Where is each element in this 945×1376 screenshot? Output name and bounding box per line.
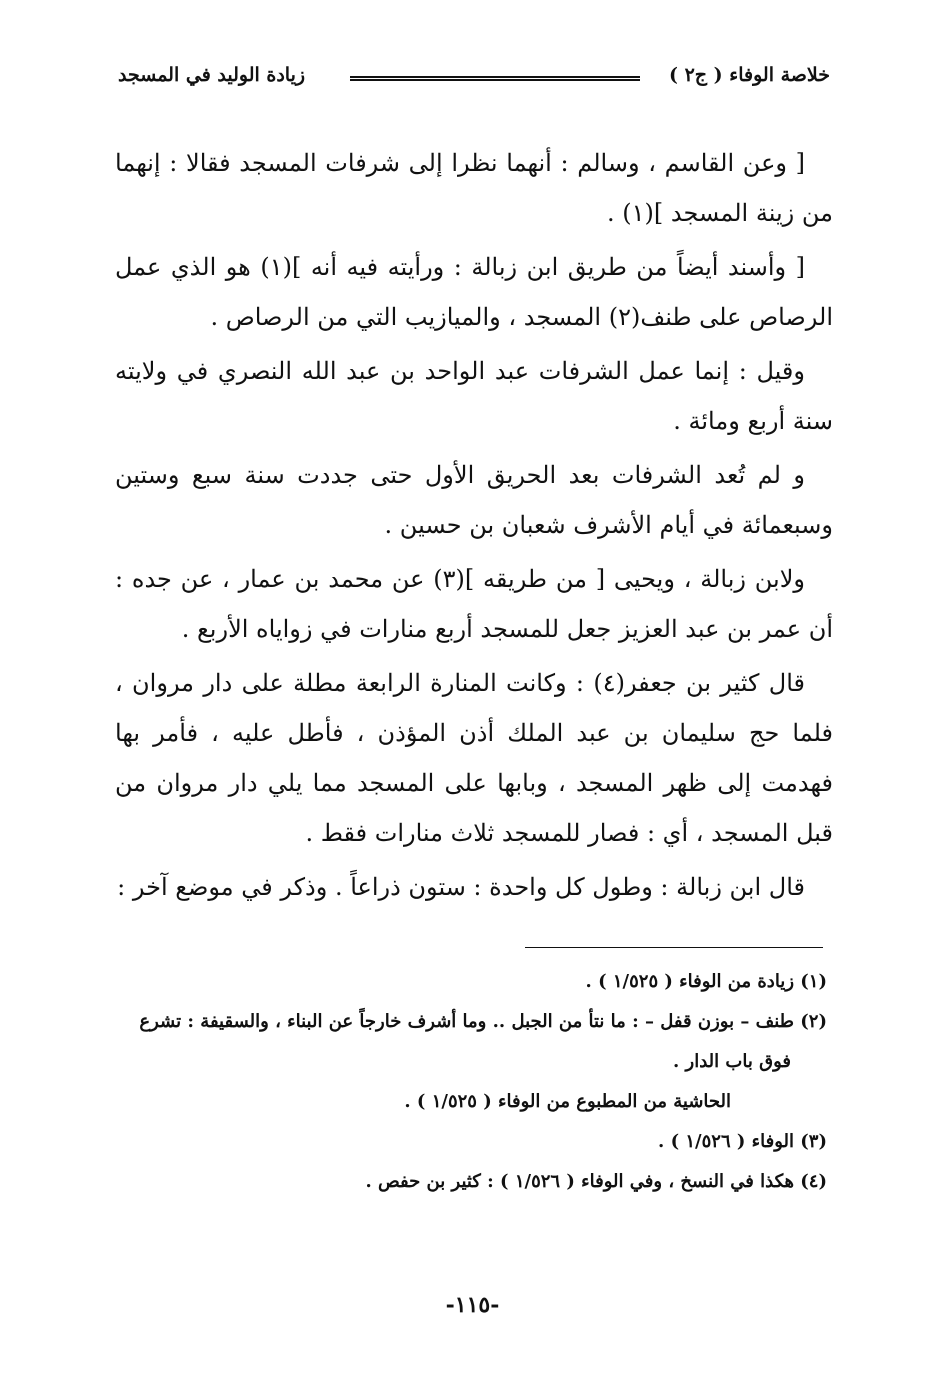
- footnote-2-note: الحاشية من المطبوع من الوفاء ( ١/٥٢٥ ) .: [404, 1091, 731, 1112]
- header-rule: [350, 76, 640, 81]
- footnote-2-continuation: فوق باب الدار .: [672, 1051, 791, 1072]
- footnotes: [115, 962, 827, 1202]
- paragraph: [ وأسند أيضاً من طريق ابن زبالة : ورأيته فيه أنه ](١) هو الذي عمل الرصاص على طنف(٢) المسجد ، والميازيب التي من الرصاص .: [115, 253, 833, 331]
- paragraph: وقيل : إنما عمل الشرفات عبد الواحد بن عبد الله النصري في ولايته سنة أربع ومائة .: [115, 357, 833, 435]
- footnote-3: (٣) الوفاء ( ١/٥٢٦ ) .: [658, 1131, 827, 1152]
- paragraph: و لم تُعد الشرفات بعد الحريق الأول حتى جددت سنة سبع وستين وسبعمائة في أيام الأشرف شعبان بن حسين .: [115, 461, 833, 539]
- main-text: [115, 138, 833, 916]
- footnote-4: (٤) هكذا في النسخ ، وفي الوفاء ( ١/٥٢٦ ) : كثير بن حفص .: [365, 1171, 827, 1192]
- running-header: [118, 58, 830, 98]
- header-book-title: خلاصة الوفاء ( ج٢ ): [668, 64, 830, 86]
- footnote-2: (٢) طنف – بوزن قفل – : ما نتأ من الجبل .. وما أشرف خارجاً عن البناء ، والسقيفة : تشرع: [139, 1011, 827, 1032]
- footnote-1: (١) زيادة من الوفاء ( ١/٥٢٥ ) .: [585, 971, 827, 992]
- page-number: -١١٥-: [445, 1292, 500, 1318]
- header-chapter-title: زيادة الوليد في المسجد: [118, 64, 306, 86]
- paragraph: ولابن زبالة ، ويحيى [ من طريقه ](٣) عن محمد بن عمار ، عن جده : أن عمر بن عبد العزيز جعل للمسجد أربع منارات في زواياه الأربع .: [115, 565, 833, 643]
- paragraph: قال ابن زبالة : وطول كل واحدة : ستون ذراعاً . وذكر في موضع آخر :: [117, 873, 805, 901]
- paragraph: قال كثير بن جعفر(٤) : وكانت المنارة الرابعة مطلة على دار مروان ، فلما حج سليمان بن عبد الملك أذن المؤذن ، فأطل عليه ، فأمر بها فهدمت إلى ظهر المسجد ، وبابها على المسجد مما يلي دار مروان من قبل المسجد ، أي : فصار للمسجد ثلاث منارات فقط .: [115, 669, 833, 847]
- footnote-rule: [525, 947, 823, 948]
- paragraph: [ وعن القاسم ، وسالم : أنهما نظرا إلى شرفات المسجد فقالا : إنهما من زينة المسجد ](١) .: [115, 149, 833, 227]
